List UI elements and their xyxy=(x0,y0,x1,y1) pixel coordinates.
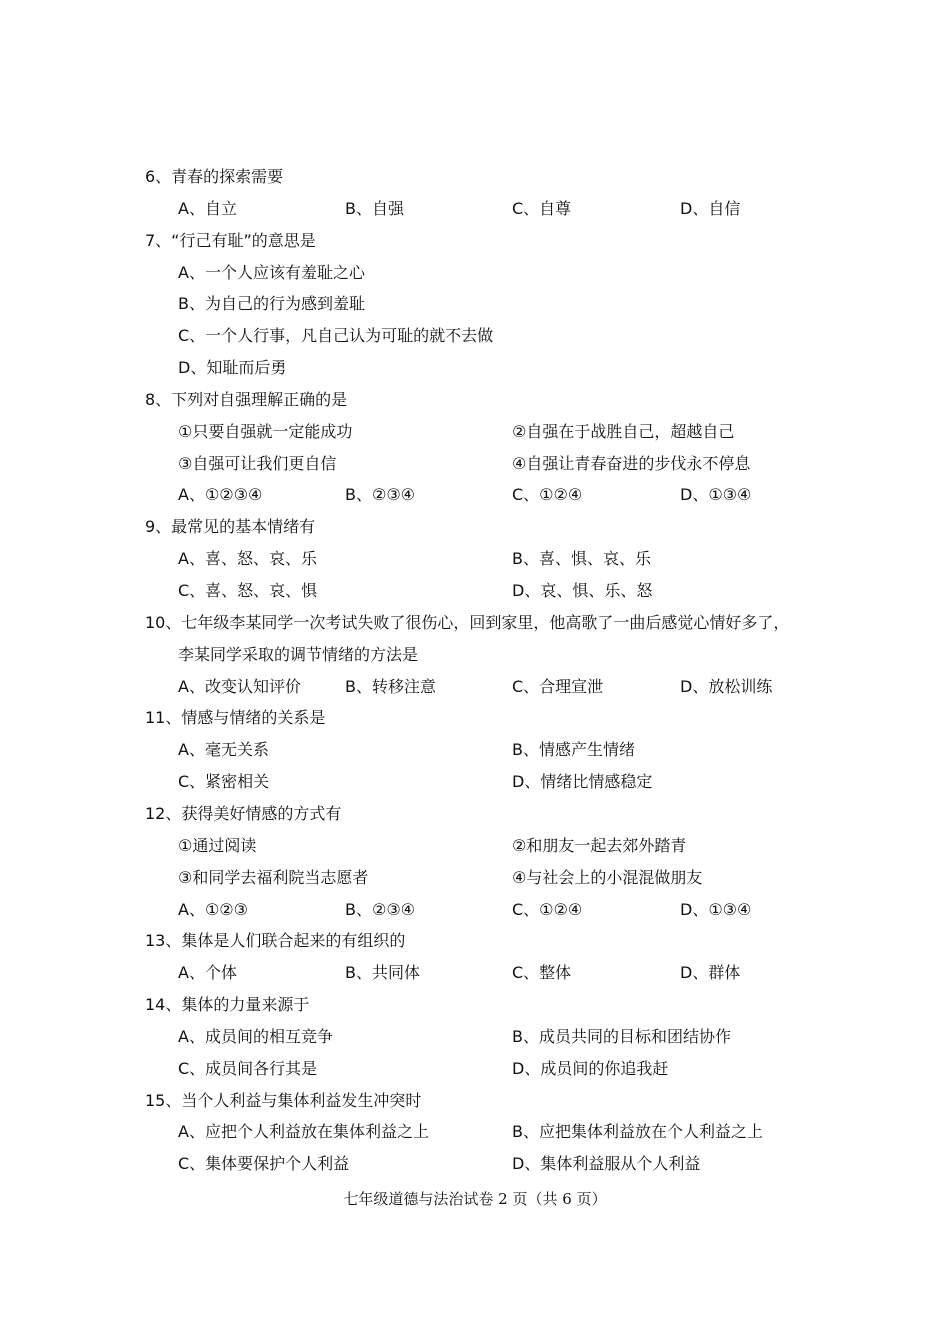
question-13-option-b: B、共同体 xyxy=(345,963,420,982)
question-10-option-d: D、放松训练 xyxy=(680,677,773,696)
question-7-option-c: C、一个人行事，凡自己认为可耻的就不去做 xyxy=(178,326,494,345)
question-7-option-b: B、为自己的行为感到羞耻 xyxy=(178,294,365,313)
question-6-option-b: B、自强 xyxy=(345,199,404,218)
question-8-statement-2: ②自强在于战胜自己，超越自己 xyxy=(512,422,735,441)
question-14-option-a: A、成员间的相互竞争 xyxy=(178,1027,333,1046)
question-9-option-a: A、喜、怒、哀、乐 xyxy=(178,549,317,568)
question-14-stem: 14、集体的力量来源于 xyxy=(145,995,310,1014)
question-12-option-c: C、①②④ xyxy=(512,900,583,919)
question-11-stem: 11、情感与情绪的关系是 xyxy=(145,708,326,727)
question-13-option-d: D、群体 xyxy=(680,963,741,982)
question-15-option-c: C、集体要保护个人利益 xyxy=(178,1154,350,1173)
question-8-option-a: A、①②③④ xyxy=(178,485,263,504)
question-6-option-d: D、自信 xyxy=(680,199,741,218)
question-13-option-c: C、整体 xyxy=(512,963,572,982)
question-8-statement-1: ①只要自强就一定能成功 xyxy=(178,422,353,441)
question-9-option-d: D、哀、惧、乐、怒 xyxy=(512,581,653,600)
question-12-statement-3: ③和同学去福利院当志愿者 xyxy=(178,868,369,887)
question-12-statement-1: ①通过阅读 xyxy=(178,836,257,855)
question-6-option-a: A、自立 xyxy=(178,199,237,218)
question-15-stem: 15、当个人利益与集体利益发生冲突时 xyxy=(145,1091,422,1110)
question-6-option-c: C、自尊 xyxy=(512,199,572,218)
question-13-stem: 13、集体是人们联合起来的有组织的 xyxy=(145,931,406,950)
question-9-stem: 9、最常见的基本情绪有 xyxy=(145,517,316,536)
question-10-option-c: C、合理宣泄 xyxy=(512,677,604,696)
question-12-option-b: B、②③④ xyxy=(345,900,416,919)
question-15-option-a: A、应把个人利益放在集体利益之上 xyxy=(178,1122,429,1141)
question-11-option-c: C、紧密相关 xyxy=(178,772,270,791)
question-12-statement-2: ②和朋友一起去郊外踏青 xyxy=(512,836,687,855)
question-12-option-a: A、①②③ xyxy=(178,900,248,919)
question-8-option-b: B、②③④ xyxy=(345,485,416,504)
question-12-statement-4: ④与社会上的小混混做朋友 xyxy=(512,868,703,887)
question-10-stem-line-1: 10、七年级李某同学一次考试失败了很伤心，回到家里，他高歌了一曲后感觉心情好多了， xyxy=(145,613,790,632)
question-8-statement-3: ③自强可让我们更自信 xyxy=(178,454,337,473)
question-12-option-d: D、①③④ xyxy=(680,900,752,919)
question-12-stem: 12、获得美好情感的方式有 xyxy=(145,804,342,823)
question-10-option-b: B、转移注意 xyxy=(345,677,436,696)
question-13-option-a: A、个体 xyxy=(178,963,237,982)
question-8-option-d: D、①③④ xyxy=(680,485,752,504)
question-11-option-b: B、情感产生情绪 xyxy=(512,740,635,759)
question-11-option-d: D、情绪比情感稳定 xyxy=(512,772,653,791)
question-15-option-d: D、集体利益服从个人利益 xyxy=(512,1154,701,1173)
page-footer: 七年级道德与法治试卷 2 页（共 6 页） xyxy=(343,1190,607,1208)
question-8-option-c: C、①②④ xyxy=(512,485,583,504)
question-6-stem: 6、青春的探索需要 xyxy=(145,167,284,186)
question-7-option-d: D、知耻而后勇 xyxy=(178,358,287,377)
question-8-stem: 8、下列对自强理解正确的是 xyxy=(145,390,348,409)
question-10-option-a: A、改变认知评价 xyxy=(178,677,301,696)
question-7-stem: 7、“行己有耻”的意思是 xyxy=(145,231,316,250)
question-7-option-a: A、一个人应该有羞耻之心 xyxy=(178,263,365,282)
question-15-option-b: B、应把集体利益放在个人利益之上 xyxy=(512,1122,763,1141)
question-9-option-b: B、喜、惧、哀、乐 xyxy=(512,549,651,568)
question-14-option-b: B、成员共同的目标和团结协作 xyxy=(512,1027,731,1046)
question-14-option-c: C、成员间各行其是 xyxy=(178,1059,318,1078)
question-10-stem-line-2: 李某同学采取的调节情绪的方法是 xyxy=(178,645,419,664)
question-8-statement-4: ④自强让青春奋进的步伐永不停息 xyxy=(512,454,751,473)
question-9-option-c: C、喜、怒、哀、惧 xyxy=(178,581,318,600)
question-14-option-d: D、成员间的你追我赶 xyxy=(512,1059,669,1078)
question-11-option-a: A、毫无关系 xyxy=(178,740,269,759)
